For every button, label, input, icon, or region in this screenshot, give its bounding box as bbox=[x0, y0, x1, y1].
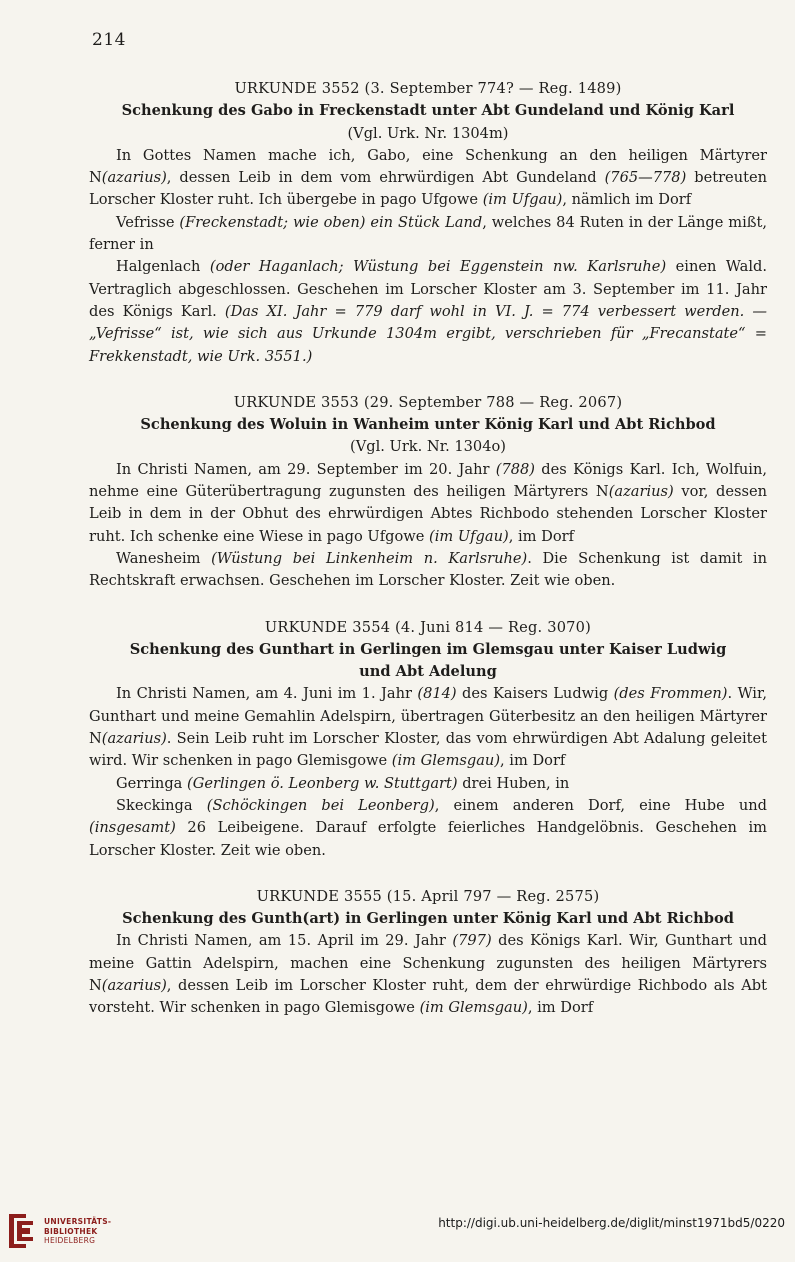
text-run: In Christi Namen, am 4. Juni im 1. Jahr bbox=[116, 685, 418, 703]
italic-annotation: (im Ufgau) bbox=[429, 527, 509, 545]
text-run: 26 Leibeigene. Darauf erfolgte feierliches Handgelöbnis. Geschehen im Lorscher Kloster. Zeit wie oben. bbox=[89, 819, 767, 859]
text-run: In Christi Namen, am 15. April im 29. Jahr bbox=[116, 932, 453, 950]
charter-title: Schenkung des Gunth(art) in Gerlingen unter König Karl und Abt Richbod bbox=[122, 910, 734, 928]
text-run: einen Wald. Vertraglich abgeschlossen. Geschehen im Lorscher Kloster am 3. September im 11. Jahr des Königs Karl. bbox=[89, 258, 767, 320]
document-body bbox=[89, 78, 767, 1044]
library-logo-text bbox=[44, 1217, 111, 1246]
logo-line-2: BIBLIOTHEK bbox=[44, 1226, 98, 1236]
source-url[interactable]: http://digi.ub.uni-heidelberg.de/diglit/minst1971bd5/0220 bbox=[438, 1216, 785, 1230]
charter-paragraph bbox=[89, 930, 767, 1019]
text-run: . Die Schenkung ist damit in Rechtskraft erwachsen. Geschehen im Lorscher Kloster. Zeit wie oben. bbox=[89, 549, 767, 590]
charter-title: Schenkung des Gunthart in Gerlingen im Glemsgau unter Kaiser Ludwig und Abt Adelung bbox=[129, 640, 727, 681]
italic-annotation: (im Glemsgau) bbox=[419, 999, 528, 1017]
italic-annotation: (azarius) bbox=[101, 976, 167, 994]
text-run: des Königs Karl. Ich, Wolfuin, nehme eine Güterübertragung zugunsten des heiligen Märtyrers N bbox=[89, 460, 767, 501]
text-run: , welches 84 Ruten in der Länge mißt, ferner in bbox=[89, 213, 768, 254]
text-run: , im Dorf bbox=[527, 999, 594, 1017]
charter-reference: (Vgl. Urk. Nr. 1304o) bbox=[350, 438, 506, 456]
text-run: Skeckinga bbox=[116, 796, 207, 814]
library-logo[interactable] bbox=[6, 1212, 121, 1250]
italic-annotation: (Gerlingen ö. Leonberg w. Stuttgart) bbox=[187, 774, 458, 792]
italic-annotation: (Freckenstadt; wie oben) ein Stück Land bbox=[179, 213, 483, 231]
text-run: vor, dessen Leib in dem in der Obhut des ehrwürdigen Abtes Richbodo stehenden Lorscher Kloster ruht. Ich schenke eine Wiese in pago Ufgowe bbox=[89, 483, 768, 545]
charter-section bbox=[89, 886, 767, 1020]
text-run: betreuten Lorscher Kloster ruht. Ich übergebe in pago Ufgowe bbox=[89, 169, 767, 209]
italic-annotation: (Das XI. Jahr = 779 darf wohl in VI. J. = 774 verbessert werden. — „Vefrisse“ ist, wie sich aus Urkunde 1304m ergibt, verschrieben für „Frecanstate“ = Frekkenstadt, wie Urk. 3551.) bbox=[89, 302, 767, 365]
charter-heading: URKUNDE 3553 (29. September 788 — Reg. 2067) bbox=[233, 393, 623, 411]
text-run: des Kaisers Ludwig bbox=[456, 685, 614, 703]
text-run: Gerringa bbox=[116, 774, 187, 792]
italic-annotation: (azarius) bbox=[101, 169, 167, 187]
logo-line-3: HEIDELBERG bbox=[44, 1236, 96, 1245]
text-run: In Christi Namen, am 29. September im 20. Jahr bbox=[116, 460, 496, 478]
charter-paragraph bbox=[89, 212, 767, 257]
charter-paragraph bbox=[89, 459, 767, 548]
text-run: . Wir, Gunthart und meine Gemahlin Adelspirn, übertragen Güterbesitz an den heiligen Märtyrer N bbox=[89, 685, 767, 748]
text-run: , nämlich im Dorf bbox=[562, 191, 692, 209]
university-library-logo-icon bbox=[6, 1212, 36, 1250]
italic-annotation: (im Glemsgau) bbox=[391, 752, 501, 770]
text-run: Wanesheim bbox=[116, 549, 212, 567]
page-number: 214 bbox=[92, 30, 126, 50]
charter-title: Schenkung des Woluin in Wanheim unter König Karl und Abt Richbod bbox=[140, 416, 716, 434]
text-run: , dessen Leib in dem vom ehrwürdigen Abt Gundeland bbox=[166, 169, 605, 187]
charter-reference: (Vgl. Urk. Nr. 1304m) bbox=[347, 124, 509, 142]
italic-annotation: (788) bbox=[495, 460, 535, 478]
italic-annotation: (azarius) bbox=[608, 483, 674, 501]
text-run: Vefrisse bbox=[116, 213, 180, 231]
charter-section bbox=[89, 392, 767, 593]
text-run: , im Dorf bbox=[500, 752, 566, 770]
charter-heading: URKUNDE 3555 (15. April 797 — Reg. 2575) bbox=[256, 887, 600, 905]
charter-paragraph bbox=[89, 683, 767, 772]
italic-annotation: (814) bbox=[417, 685, 457, 703]
charter-section bbox=[89, 78, 767, 368]
italic-annotation: (azarius) bbox=[101, 730, 167, 748]
italic-annotation: (797) bbox=[452, 932, 492, 950]
text-run: Halgenlach bbox=[116, 258, 210, 276]
charter-paragraph bbox=[89, 795, 767, 862]
charter-paragraph bbox=[89, 145, 767, 212]
text-run: , dessen Leib im Lorscher Kloster ruht, dem der ehrwürdige Richbodo als Abt vorsteht. Wir schenken in pago Glemisgowe bbox=[89, 976, 767, 1017]
charter-title: Schenkung des Gabo in Freckenstadt unter Abt Gundeland und König Karl bbox=[121, 102, 735, 120]
italic-annotation: (insgesamt) bbox=[89, 819, 176, 837]
charter-heading: URKUNDE 3554 (4. Juni 814 — Reg. 3070) bbox=[264, 618, 592, 636]
italic-annotation: (765—778) bbox=[604, 169, 687, 187]
logo-line-1: UNIVERSITÄTS- bbox=[44, 1217, 112, 1226]
charter-section bbox=[89, 617, 767, 862]
italic-annotation: (des Frommen) bbox=[613, 685, 728, 703]
text-run: drei Huben, in bbox=[457, 774, 570, 792]
italic-annotation: (im Ufgau) bbox=[482, 191, 563, 209]
text-run: , im Dorf bbox=[508, 527, 574, 545]
text-run: , einem anderen Dorf, eine Hube und bbox=[434, 796, 767, 814]
charter-heading: URKUNDE 3552 (3. September 774? — Reg. 1489) bbox=[234, 80, 622, 97]
text-run: In Gottes Namen mache ich, Gabo, eine Schenkung an den heiligen Märtyrer N bbox=[89, 146, 767, 187]
italic-annotation: (oder Haganlach; Wüstung bei Eggenstein nw. Karlsruhe) bbox=[209, 258, 667, 276]
text-run: des Königs Karl. Wir, Gunthart und meine Gattin Adelspirn, machen eine Schenkung zugunsten des heiligen Märtyrers N bbox=[89, 932, 767, 994]
italic-annotation: (Wüstung bei Linkenheim n. Karlsruhe) bbox=[211, 549, 528, 567]
charter-paragraph bbox=[89, 256, 767, 367]
charter-paragraph bbox=[89, 773, 767, 795]
italic-annotation: (Schöckingen bei Leonberg) bbox=[206, 796, 435, 814]
charter-paragraph bbox=[89, 548, 767, 593]
text-run: . Sein Leib ruht im Lorscher Kloster, das vom ehrwürdigen Abt Adalung geleitet wird. Wir schenken in pago Glemisgowe bbox=[89, 730, 767, 770]
